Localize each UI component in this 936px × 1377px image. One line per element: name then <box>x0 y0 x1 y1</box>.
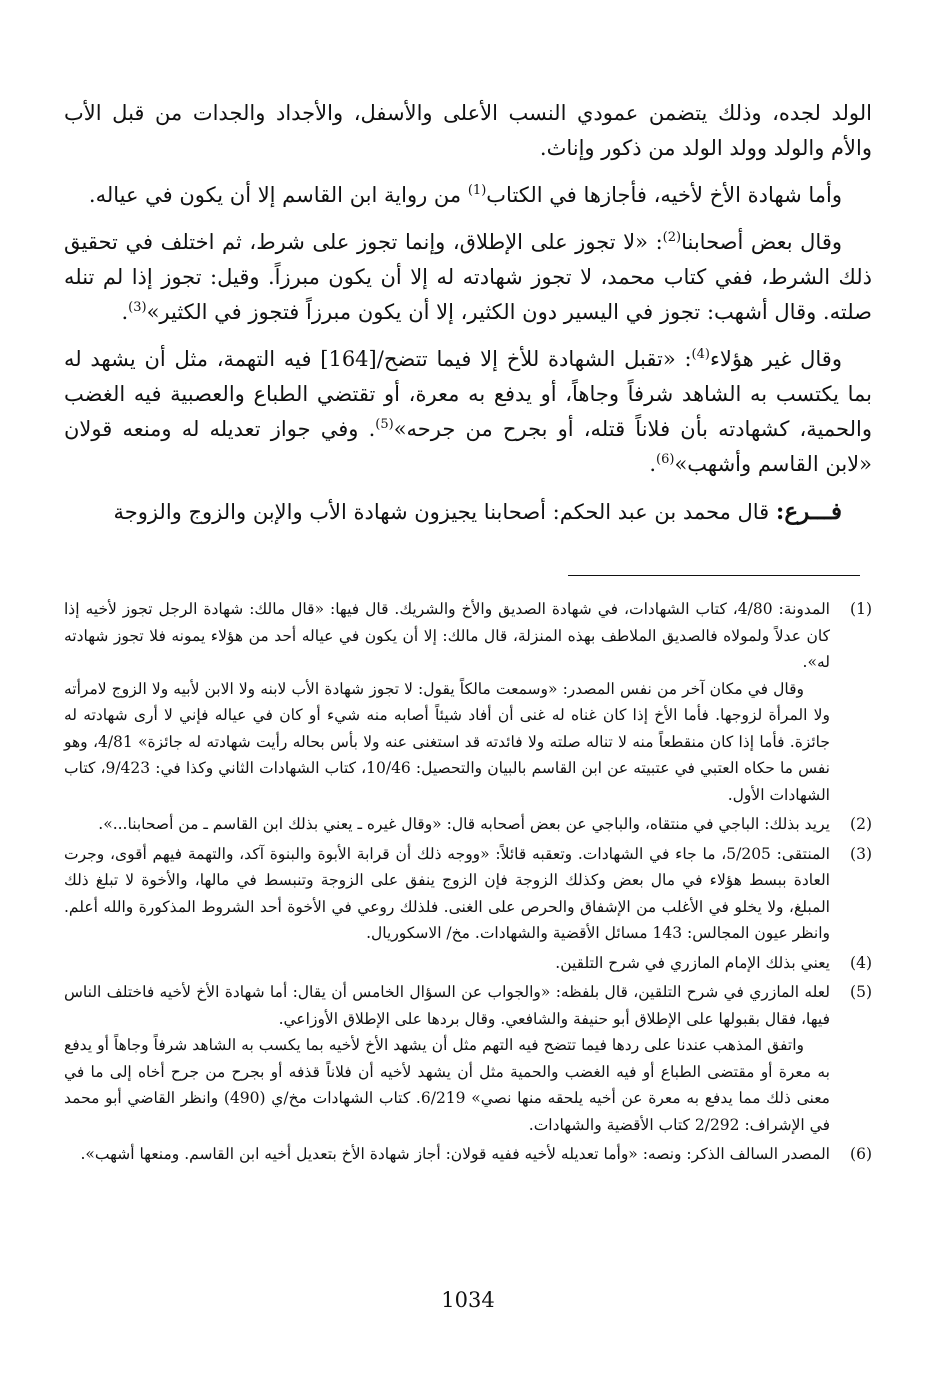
footnote-3 <box>64 841 872 947</box>
footnote-body <box>64 1141 830 1168</box>
footnote-5 <box>64 979 872 1138</box>
footnote-2 <box>64 811 872 838</box>
footnote-4 <box>64 950 872 977</box>
footnote-body <box>64 841 830 947</box>
paragraph-3 <box>64 225 872 330</box>
paragraph-3-text-b: : «لا تجوز على الإطلاق، وإنما تجوز على شرط، ثم اختلف في تحقيق ذلك الشرط، ففي كتاب محمد، لا تجوز شهادته له إلا أن يكون مبرزاً. وقيل: تجوز إذا لم تنله صلته. وقال أشهب: تجوز في اليسير دون الكثير، إلا أن يكون مبرزاً فتجوز في الكثير» <box>64 230 872 324</box>
footnote-paragraph: المصدر السالف الذكر: ونصه: «وأما تعديله لأخيه ففيه قولان: أجاز شهادة الأخ بتعديل أخيه ابن القاسم. ومنعها أشهب». <box>80 1145 830 1163</box>
footnote-ref-4[interactable]: (4) <box>691 347 710 362</box>
footnote-paragraph: يريد بذلك: الباجي في منتقاه، والباجي عن بعض أصحابه قال: «وقال غيره ـ يعني بذلك ابن القاسم ـ من أصحابنا...». <box>98 815 830 833</box>
footnote-body <box>64 979 830 1138</box>
footnote-ref-6[interactable]: (6) <box>656 452 675 467</box>
paragraph-2-text-b: من رواية ابن القاسم إلا أن يكون في عياله. <box>88 183 468 207</box>
paragraph-3-text-c: . <box>121 300 129 324</box>
footnote-ref-3[interactable]: (3) <box>128 300 147 315</box>
paragraph-4 <box>64 342 872 482</box>
footnote-body <box>64 811 830 838</box>
footnote-1 <box>64 596 872 808</box>
footnotes <box>64 596 872 1171</box>
footnote-number: (3) <box>850 844 872 863</box>
footnote-ref-5[interactable]: (5) <box>375 417 394 432</box>
footnote-paragraph: لعله المازري في شرح التلقين، قال بلفظه: «والجواب عن السؤال الخامس أن يقال: أما شهادة الأخ لأخيه فاختلف الناس فيها، فقال بقبولها على الإطلاق أبو حنيفة والشافعي. وقال بردها على الإطلاق الأوزاعي. <box>64 983 830 1028</box>
footnote-separator <box>568 575 860 576</box>
faraa-text: قال محمد بن عبد الحكم: أصحابنا يجيزون شهادة الأب والإبن والزوج والزوجة <box>113 500 776 524</box>
footnote-number: (5) <box>850 983 872 1001</box>
footnote-body <box>64 596 830 808</box>
footnote-paragraph: يعني بذلك الإمام المازري في شرح التلقين. <box>555 953 830 972</box>
footnote-number: (1) <box>850 600 872 618</box>
footnote-ref-1[interactable]: (1) <box>467 183 487 198</box>
footnote-body <box>64 950 830 977</box>
paragraph-4-text-b: : «تقبل الشهادة للأخ إلا فيما تتضح/[164] فيه التهمة، مثل أن يشهد له بما يكتسب به الشاهد شرفاً وجاهاً، أو يدفع به معرة، أو تقتضي الطباع والعصبية فيه الغضب والحمية، كشهادته بأن فلاناً قتله، أو بجرح من جرحه» <box>64 347 872 441</box>
paragraph-4-text-d: . <box>649 452 656 476</box>
footnote-paragraph: المدونة: 4/80، كتاب الشهادات، في شهادة الصديق والأخ والشريك. قال فيها: «قال مالك: شهادة الرجل تجوز لأخيه إذا كان عدلاً ولمولاه فالصديق الملاطف بهذه المنزلة، قال مالك: إلا أن يكون في عياله أحد من هؤلاء يمونه فلا تجوز شهادته له». <box>64 600 830 671</box>
footnote-6 <box>64 1141 872 1168</box>
footnote-ref-2[interactable]: (2) <box>662 230 682 245</box>
footnote-number: (2) <box>850 815 872 833</box>
paragraph-2 <box>64 178 872 213</box>
paragraph-1-text: الولد لجده، وذلك يتضمن عمودي النسب الأعلى والأسفل، والأجداد والجدات من قبل الأب والأم والولد وولد الولد من ذكور وإناث. <box>64 101 872 160</box>
faraa-paragraph <box>64 494 872 530</box>
page-number: 1034 <box>441 1288 495 1312</box>
paragraph-3-text-a: وقال بعض أصحابنا <box>681 230 843 254</box>
footnote-paragraph: المنتقى: 5/205، ما جاء في الشهادات. وتعقبه قائلاً: «ووجه ذلك أن قرابة الأبوة والبنوة آكد، والتهمة فيهم أقوى، وجرت العادة ببسط هؤلاء في مال بعض وكذلك الزوجة فإن الزوج ينفق على الزوجة وتنبسط في مالها، والأخوة لا تبلغ ذلك المبلغ، ولا يخلو في الأغلب من الإشفاق والحرص على الغنى. فلذلك روعي في الأخوة أحد الشروط المذكورة والله أعلم. وانظر عيون المجالس: 143 مسائل الأقضية والشهادات. مخ/ الاسكوريال. <box>64 844 830 942</box>
paragraph-4-text-c: . وفي جواز تعديله له ومنعه قولان «لابن القاسم وأشهب» <box>64 417 872 476</box>
faraa-label: فـــرع: <box>775 498 842 525</box>
footnote-paragraph: واتفق المذهب عندنا على ردها فيما تتضح فيه التهم مثل أن يشهد الأخ لأخيه بما يكسب به الشاهد شرفاً وجاهاً أو يدفع به معرة أو مقتضى الطباع أو فيه الغضب والحمية مثل أن يشهد لأخيه أن فلاناً قذفه أو بجرح من جرح أخاه إلى ما في معنى ذلك مما يدفع به معرة عن أخيه يلحقه منها نصي» 6/219. كتاب الشهادات مخ/ي (490) وانظر القاضي أبو محمد في الإشراف: 2/292 كتاب الأقضية والشهادات. <box>64 1036 830 1134</box>
paragraph-4-text-a: وقال غير هؤلاء <box>709 347 842 371</box>
main-text <box>64 96 872 542</box>
footnote-paragraph: وقال في مكان آخر من نفس المصدر: «وسمعت مالكاً يقول: لا تجوز شهادة الأب لابنه ولا الابن لأبيه ولا الزوج لامرأته ولا المرأة لزوجها. فأما الأخ إذا كان غناه له غنى أن أفاد شيئاً أصابه منه شيء أو كان في عياله فإني لا أرى شهادته له جائزة. فأما إذا كان منقطعاً منه لا تناله صلته ولا فائدته قد استغنى عنه ولا بأس بحاله رأيت شهادته له جائزة» 4/81، وهو نفس ما حكاه العتبي في عتبيته عن ابن القاسم بالبيان والتحصيل: 10/46، كتاب الشهادات الثاني وكذا في: 9/423، كتاب الشهادات الأول. <box>64 679 830 804</box>
paragraph-1 <box>64 96 872 166</box>
footnote-number: (6) <box>850 1145 872 1163</box>
footnote-number: (4) <box>850 953 872 972</box>
paragraph-2-text-a: وأما شهادة الأخ لأخيه، فأجازها في الكتاب <box>486 183 842 207</box>
